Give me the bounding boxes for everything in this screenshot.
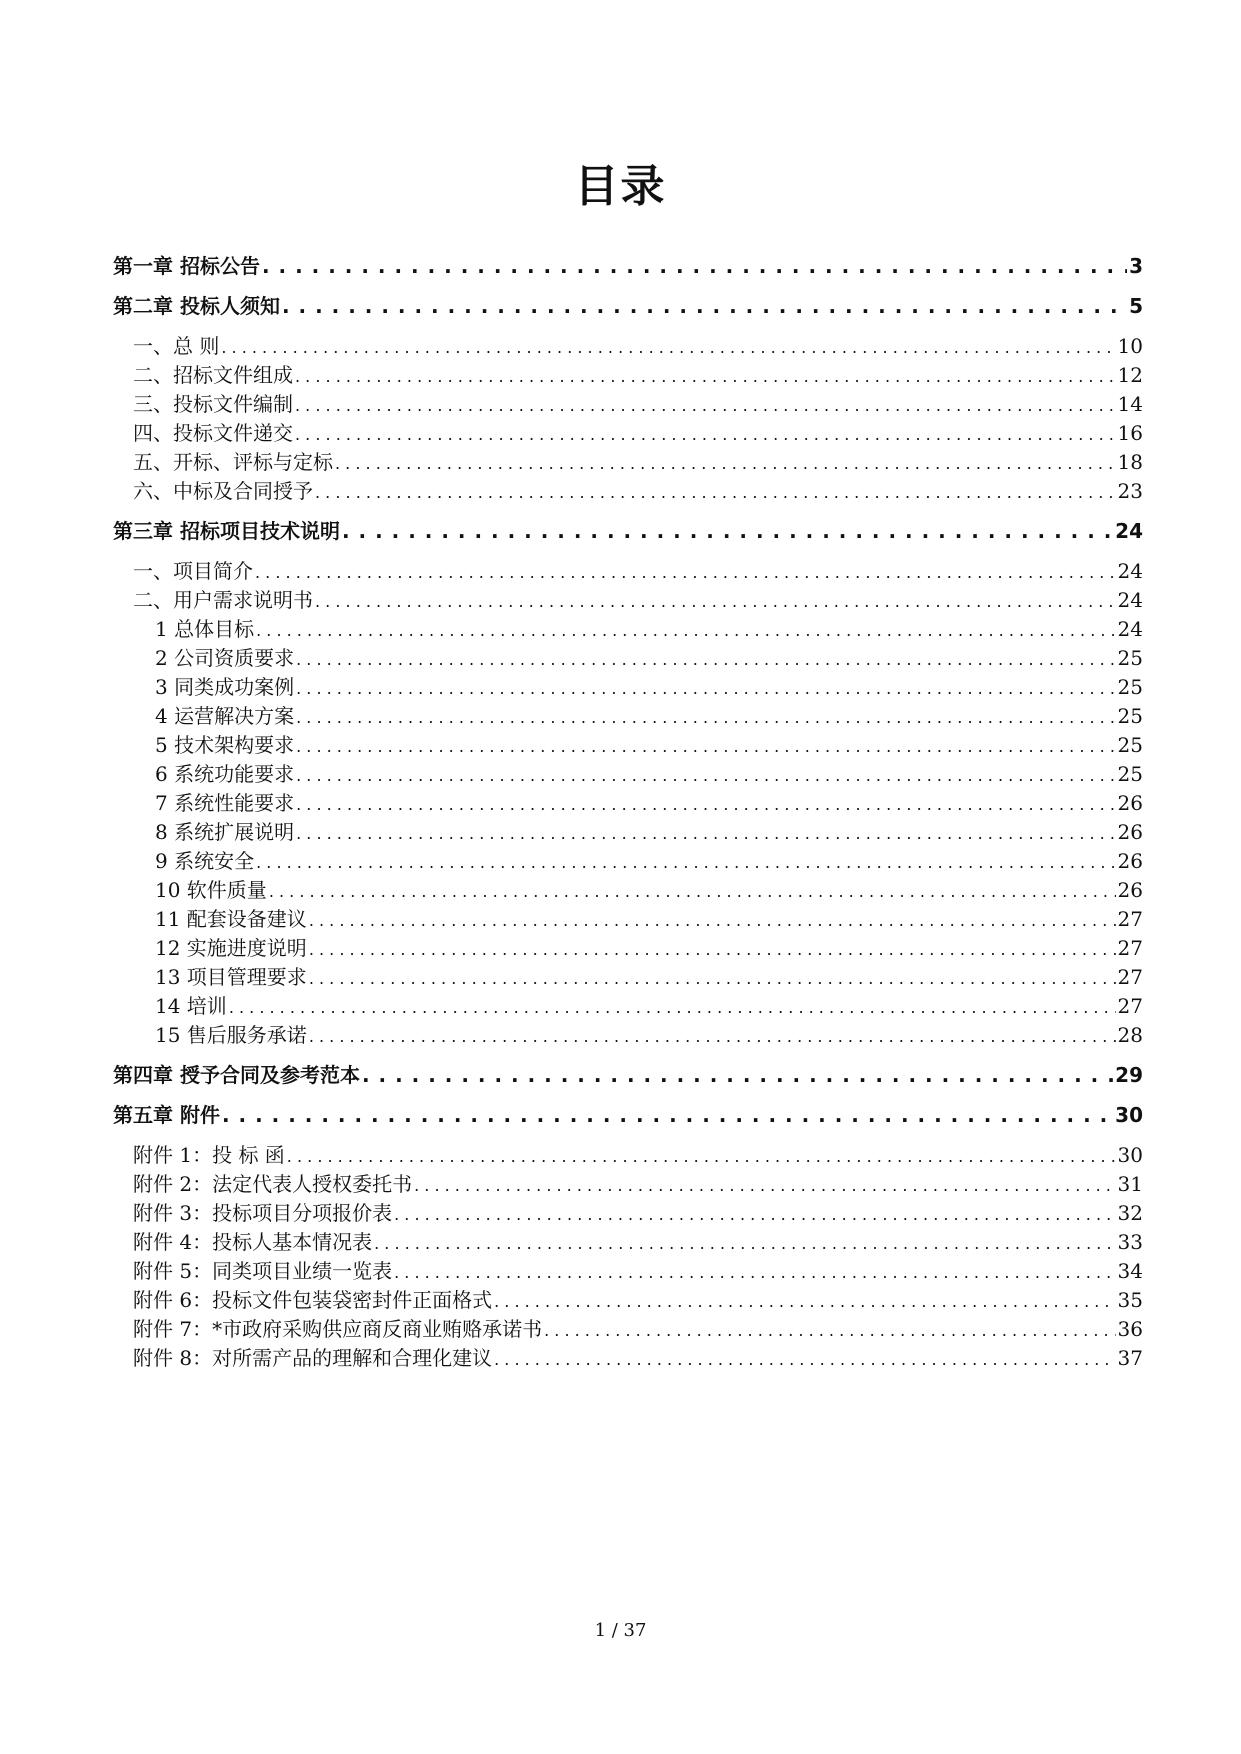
toc-entry-page-number: 24 [1117, 588, 1143, 612]
toc-entry-appendix[interactable] [133, 1168, 1143, 1197]
toc-entry-section[interactable] [133, 359, 1143, 388]
toc-entry-appendix[interactable] [133, 1255, 1143, 1284]
toc-entry-sub[interactable] [155, 787, 1143, 816]
toc-dot-leader [255, 559, 1116, 583]
toc-entry-appendix[interactable] [133, 1226, 1143, 1255]
toc-entry-label: 4 运营解决方案 [155, 704, 295, 728]
toc-entry-page-number: 26 [1117, 849, 1143, 873]
toc-entry-label: 附件 3：投标项目分项报价表 [133, 1201, 393, 1225]
toc-entry-label: 8 系统扩展说明 [155, 820, 295, 844]
toc-entry-label: 附件 7：*市政府采购供应商反商业贿赂承诺书 [133, 1317, 543, 1341]
toc-dot-leader [282, 294, 1127, 318]
toc-entry-label: 第四章 授予合同及参考范本 [113, 1063, 360, 1087]
toc-entry-sub[interactable] [155, 990, 1143, 1019]
toc-entry-page-number: 27 [1117, 965, 1143, 989]
toc-entry-page-number: 25 [1117, 704, 1143, 728]
toc-entry-label: 二、用户需求说明书 [133, 588, 313, 612]
toc-entry-chapter[interactable] [113, 290, 1143, 319]
toc-dot-leader [309, 965, 1116, 989]
toc-entry-label: 六、中标及合同授予 [133, 479, 313, 503]
toc-entry-page-number: 10 [1117, 334, 1143, 358]
toc-entry-label: 6 系统功能要求 [155, 762, 295, 786]
toc-entry-label: 五、开标、评标与定标 [133, 450, 333, 474]
toc-entry-label: 10 软件质量 [155, 878, 267, 902]
toc-entry-section[interactable] [133, 584, 1143, 613]
toc-dot-leader [544, 1317, 1115, 1341]
toc-dot-leader [296, 704, 1115, 728]
toc-entry-label: 四、投标文件递交 [133, 421, 293, 445]
toc-entry-page-number: 26 [1117, 820, 1143, 844]
toc-entry-label: 附件 6：投标文件包装袋密封件正面格式 [133, 1288, 493, 1312]
toc-dot-leader [256, 617, 1115, 641]
toc-entry-label: 9 系统安全 [155, 849, 255, 873]
toc-entry-page-number: 5 [1129, 294, 1143, 318]
toc-dot-leader [414, 1172, 1115, 1196]
toc-entry-label: 第二章 投标人须知 [113, 294, 280, 318]
toc-entry-label: 15 售后服务承诺 [155, 1023, 307, 1047]
toc-entry-appendix[interactable] [133, 1139, 1143, 1168]
toc-entry-sub[interactable] [155, 613, 1143, 642]
toc-entry-section[interactable] [133, 446, 1143, 475]
toc-entry-page-number: 28 [1117, 1023, 1143, 1047]
toc-entry-page-number: 27 [1117, 936, 1143, 960]
toc-entry-sub[interactable] [155, 729, 1143, 758]
toc-entry-page-number: 24 [1117, 559, 1143, 583]
toc-entry-label: 二、招标文件组成 [133, 363, 293, 387]
toc-entry-label: 三、投标文件编制 [133, 392, 293, 416]
toc-entry-label: 2 公司资质要求 [155, 646, 295, 670]
toc-dot-leader [494, 1346, 1115, 1370]
toc-entry-page-number: 26 [1117, 878, 1143, 902]
toc-entry-label: 附件 8：对所需产品的理解和合理化建议 [133, 1346, 493, 1370]
toc-entry-page-number: 36 [1117, 1317, 1143, 1341]
toc-entry-label: 一、项目简介 [133, 559, 253, 583]
toc-entry-label: 第一章 招标公告 [113, 254, 260, 278]
toc-entry-page-number: 30 [1117, 1143, 1143, 1167]
toc-entry-page-number: 32 [1117, 1201, 1143, 1225]
toc-entry-sub[interactable] [155, 932, 1143, 961]
toc-entry-label: 13 项目管理要求 [155, 965, 307, 989]
toc-entry-label: 第三章 招标项目技术说明 [113, 519, 340, 543]
toc-entry-label: 附件 4：投标人基本情况表 [133, 1230, 373, 1254]
toc-dot-leader [296, 762, 1115, 786]
toc-entry-page-number: 33 [1117, 1230, 1143, 1254]
toc-dot-leader [309, 1023, 1116, 1047]
toc-dot-leader [342, 519, 1113, 543]
toc-entry-label: 14 培训 [155, 994, 227, 1018]
toc-entry-page-number: 24 [1117, 617, 1143, 641]
toc-dot-leader [309, 907, 1116, 931]
toc-entry-page-number: 29 [1115, 1063, 1143, 1087]
toc-entry-page-number: 3 [1129, 254, 1143, 278]
toc-entry-label: 附件 5：同类项目业绩一览表 [133, 1259, 393, 1283]
toc-entry-page-number: 27 [1117, 907, 1143, 931]
toc-entry-sub[interactable] [155, 961, 1143, 990]
toc-entry-label: 附件 1：投 标 函 [133, 1143, 285, 1167]
toc-dot-leader [315, 479, 1116, 503]
toc-dot-leader [335, 450, 1116, 474]
toc-entry-label: 5 技术架构要求 [155, 733, 295, 757]
toc-dot-leader [309, 936, 1116, 960]
toc-entry-page-number: 26 [1117, 791, 1143, 815]
toc-dot-leader [295, 363, 1116, 387]
toc-dot-leader [296, 791, 1115, 815]
toc-entry-sub[interactable] [155, 816, 1143, 845]
toc-dot-leader [296, 675, 1115, 699]
toc-entry-sub[interactable] [155, 642, 1143, 671]
toc-entry-sub[interactable] [155, 1019, 1143, 1048]
toc-entry-label: 12 实施进度说明 [155, 936, 307, 960]
toc-entry-page-number: 25 [1117, 675, 1143, 699]
toc-dot-leader [394, 1201, 1115, 1225]
toc-entry-page-number: 25 [1117, 646, 1143, 670]
toc-entry-page-number: 31 [1117, 1172, 1143, 1196]
toc-entry-page-number: 34 [1117, 1259, 1143, 1283]
toc-dot-leader [494, 1288, 1115, 1312]
toc-entry-page-number: 30 [1115, 1103, 1143, 1127]
toc-entry-page-number: 18 [1117, 450, 1143, 474]
toc-entry-page-number: 16 [1117, 421, 1143, 445]
toc-entry-label: 第五章 附件 [113, 1103, 220, 1127]
toc-entry-section[interactable] [133, 475, 1143, 504]
toc-entry-page-number: 25 [1117, 762, 1143, 786]
toc-dot-leader [221, 334, 1115, 358]
page-title: 目录 [574, 161, 667, 212]
toc-dot-leader [222, 1103, 1113, 1127]
toc-dot-leader [256, 849, 1115, 873]
toc-entry-label: 11 配套设备建议 [155, 907, 307, 931]
toc-entry-sub[interactable] [155, 845, 1143, 874]
toc-entry-appendix[interactable] [133, 1197, 1143, 1226]
toc-entry-sub[interactable] [155, 700, 1143, 729]
toc-entry-chapter[interactable] [113, 1099, 1143, 1128]
toc-entry-label: 7 系统性能要求 [155, 791, 295, 815]
toc-dot-leader [295, 421, 1116, 445]
toc-dot-leader [296, 733, 1115, 757]
toc-dot-leader [269, 878, 1116, 902]
toc-entry-section[interactable] [133, 555, 1143, 584]
toc-entry-page-number: 27 [1117, 994, 1143, 1018]
toc-entry-page-number: 14 [1117, 392, 1143, 416]
toc-dot-leader [229, 994, 1116, 1018]
toc-entry-sub[interactable] [155, 671, 1143, 700]
toc-entry-chapter[interactable] [113, 515, 1143, 544]
toc-entry-section[interactable] [133, 388, 1143, 417]
toc-entry-label: 附件 2：法定代表人授权委托书 [133, 1172, 413, 1196]
toc-entry-appendix[interactable] [133, 1284, 1143, 1313]
toc-entry-label: 一、总 则 [133, 334, 220, 358]
toc-entry-label: 3 同类成功案例 [155, 675, 295, 699]
toc-dot-leader [295, 392, 1116, 416]
toc-dot-leader [262, 254, 1127, 278]
toc-entry-label: 1 总体目标 [155, 617, 255, 641]
toc-entry-appendix[interactable] [133, 1313, 1143, 1342]
toc-entry-sub[interactable] [155, 903, 1143, 932]
toc-dot-leader [287, 1143, 1116, 1167]
toc-dot-leader [362, 1063, 1113, 1087]
toc-entry-sub[interactable] [155, 758, 1143, 787]
toc-dot-leader [296, 646, 1115, 670]
page-number: 1 / 37 [594, 1620, 647, 1641]
toc-dot-leader [374, 1230, 1115, 1254]
toc-entry-page-number: 37 [1117, 1346, 1143, 1370]
toc-entry-appendix[interactable] [133, 1342, 1143, 1371]
toc-dot-leader [394, 1259, 1115, 1283]
toc-entry-sub[interactable] [155, 874, 1143, 903]
toc-entry-page-number: 25 [1117, 733, 1143, 757]
toc-entry-section[interactable] [133, 417, 1143, 446]
toc-dot-leader [296, 820, 1115, 844]
toc-entry-chapter[interactable] [113, 1059, 1143, 1088]
toc-entry-page-number: 24 [1115, 519, 1143, 543]
toc-entry-page-number: 35 [1117, 1288, 1143, 1312]
toc-entry-page-number: 23 [1117, 479, 1143, 503]
toc-entry-chapter[interactable] [113, 250, 1143, 279]
toc-entry-section[interactable] [133, 330, 1143, 359]
toc-dot-leader [315, 588, 1116, 612]
toc-entry-page-number: 12 [1117, 363, 1143, 387]
